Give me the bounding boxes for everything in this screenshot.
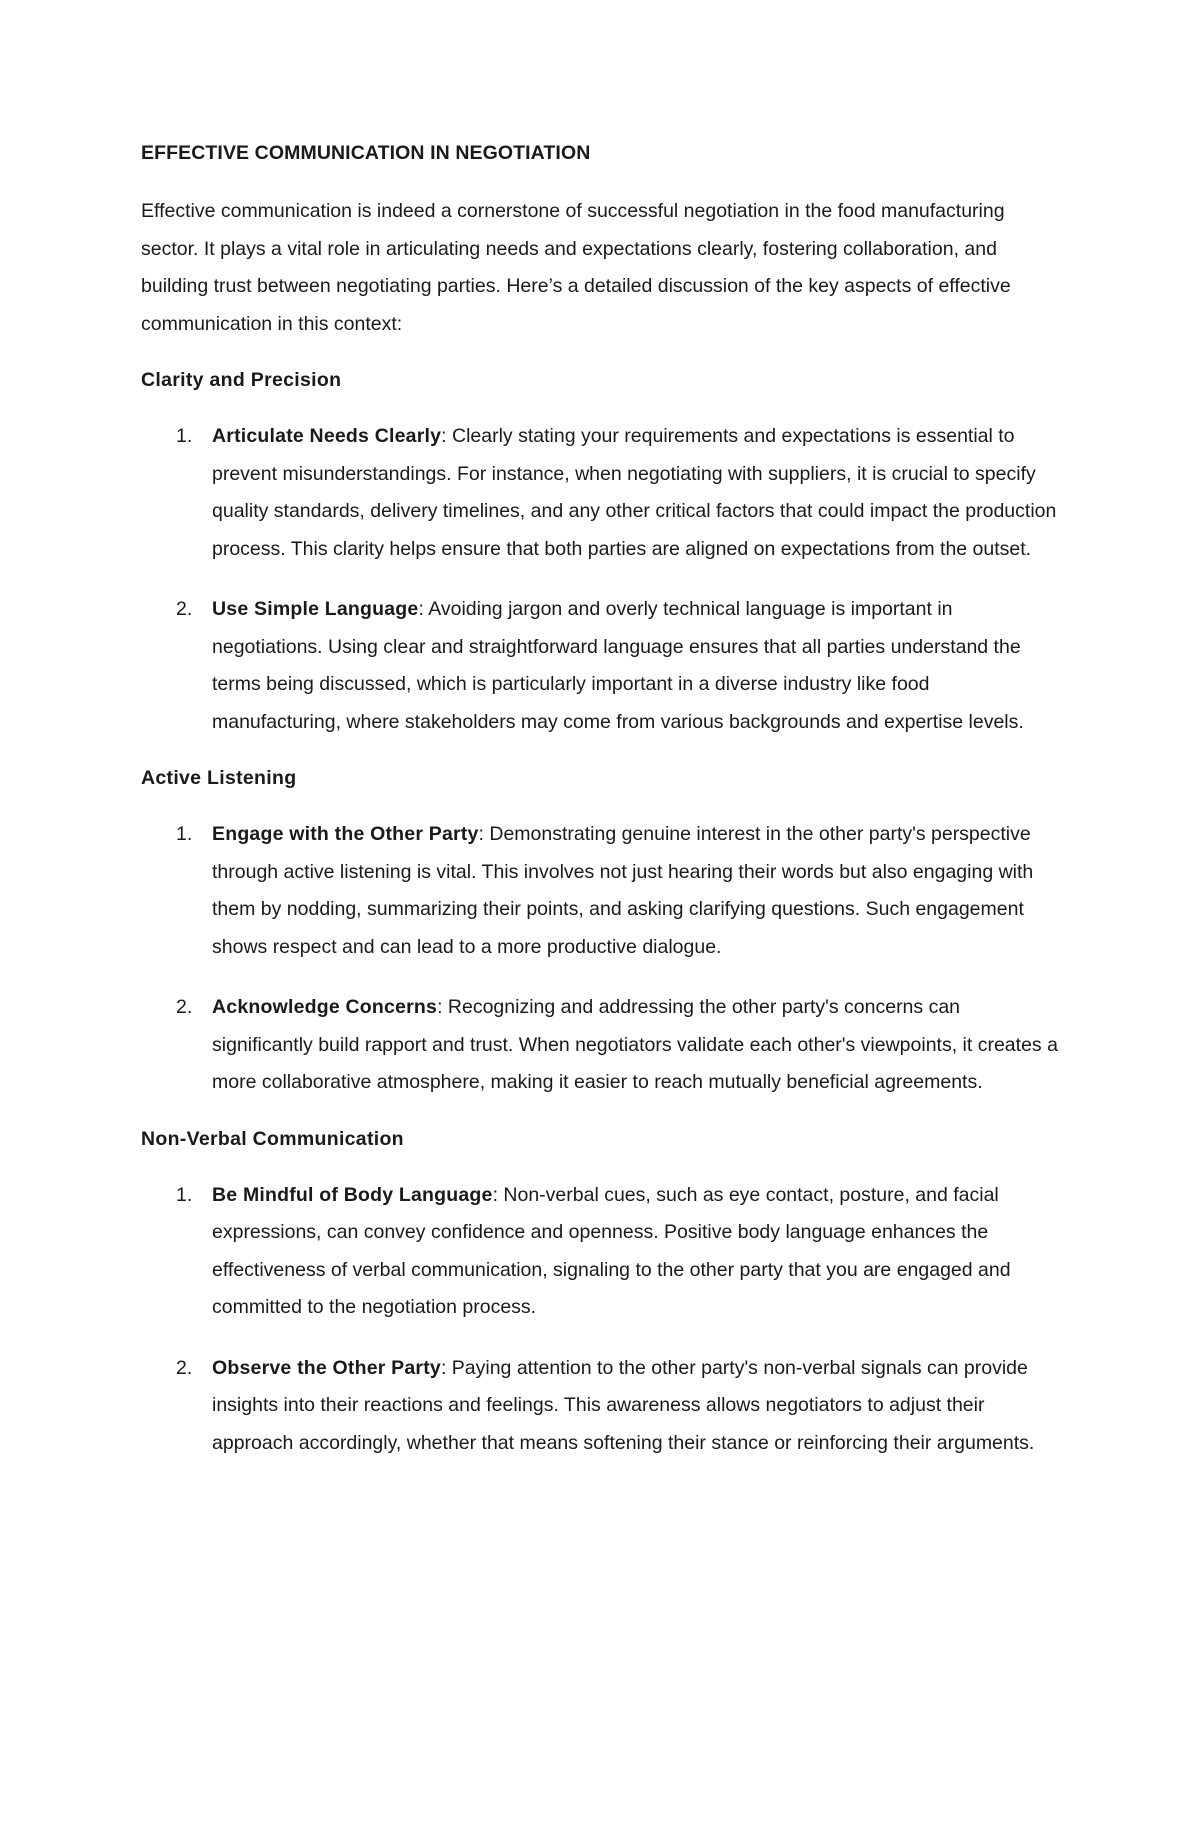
list-item-text: : Paying attention to the other party's non-verbal signals can provide insights into their reactions and feelings. This awareness allows negotiators to adjust their approach accordingly, whether that means softening their stance or reinforcing their arguments. xyxy=(212,1356,1035,1454)
list-number: 2. xyxy=(176,1356,193,1379)
list-number: 1. xyxy=(176,1183,193,1206)
clarity-list xyxy=(141,418,1061,741)
list-item-lead: Acknowledge Concerns xyxy=(212,996,438,1018)
list-number: 1. xyxy=(176,425,193,447)
list-item-text: : Recognizing and addressing the other party's concerns can significantly build rapport and trust. When negotiators validate each other's viewpoints, it creates a more collaborative atmosphere, making it easier to reach mutually beneficial agreements. xyxy=(212,996,1058,1093)
list-item-text: : Avoiding jargon and overly technical language is important in negotiations. Using clear and straightforward language ensures that all parties understand the terms being discussed, which is particularly important in a diverse industry like food manufacturing, where stakeholders may come from various backgrounds and expertise levels. xyxy=(212,598,1024,733)
list-item-text: : Demonstrating genuine interest in the other party's perspective through active listening is vital. This involves not just hearing their words but also engaging with them by nodding, summarizing their points, and asking clarifying questions. Such engagement shows respect and can lead to a more productive dialogue. xyxy=(212,823,1034,958)
document-title: EFFECTIVE COMMUNICATION IN NEGOTIATION xyxy=(141,142,591,164)
list-number: 1. xyxy=(176,823,193,845)
list-item xyxy=(141,816,1061,966)
list-item-lead: Be Mindful of Body Language xyxy=(212,1183,493,1206)
list-item xyxy=(141,591,1061,741)
list-item-lead: Use Simple Language xyxy=(212,598,419,620)
list-item xyxy=(141,1177,1061,1327)
list-item xyxy=(141,989,1061,1102)
section-heading-clarity: Clarity and Precision xyxy=(141,369,342,391)
section-heading-active-listening: Active Listening xyxy=(141,767,297,789)
list-item-lead: Articulate Needs Clearly xyxy=(212,425,442,447)
list-item-lead: Observe the Other Party xyxy=(212,1356,441,1379)
active-listening-list xyxy=(141,816,1061,1102)
intro-paragraph: Effective communication is indeed a cornerstone of successful negotiation in the food manufacturing sector. It plays a vital role in articulating needs and expectations clearly, fostering collaboration, and building trust between negotiating parties. Here’s a detailed discussion of the key aspects of effective communication in this context: xyxy=(141,200,1011,335)
non-verbal-list xyxy=(141,1177,1061,1463)
section-heading-non-verbal: Non-Verbal Communication xyxy=(141,1127,404,1150)
list-number: 2. xyxy=(176,598,193,620)
document-page xyxy=(141,138,1061,1462)
list-number: 2. xyxy=(176,996,193,1018)
list-item xyxy=(141,1350,1061,1463)
list-item-lead: Engage with the Other Party xyxy=(212,823,479,845)
list-item xyxy=(141,418,1061,568)
list-item-text: : Clearly stating your requirements and expectations is essential to prevent misunderstandings. For instance, when negotiating with suppliers, it is crucial to specify quality standards, delivery timelines, and any other critical factors that could impact the production process. This clarity helps ensure that both parties are aligned on expectations from the outset. xyxy=(212,425,1057,560)
list-item-text: : Non-verbal cues, such as eye contact, posture, and facial expressions, can convey confidence and openness. Positive body language enhances the effectiveness of verbal communication, signaling to the other party that you are engaged and committed to the negotiation process. xyxy=(212,1183,1011,1318)
